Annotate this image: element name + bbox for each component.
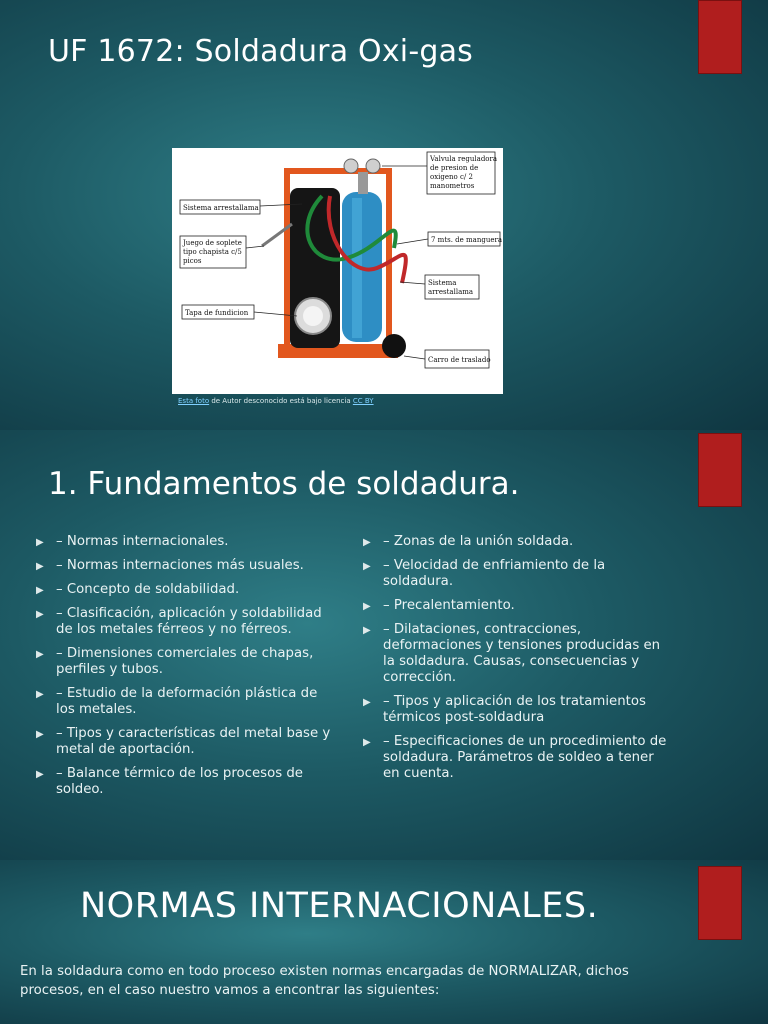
list-item (36, 766, 336, 798)
license-link[interactable]: CC BY (352, 397, 374, 405)
triangle-bullet-icon: ▶ (36, 561, 44, 572)
red-accent-tab (698, 433, 742, 507)
topics-list-left (36, 534, 336, 806)
label-valvula-line2: de presion de (430, 164, 479, 172)
slide-1-title: UF 1672: Soldadura Oxi-gas (48, 34, 473, 69)
list-item-text: – Dilataciones, contracciones, deformaciones y tensiones producidas en la soldadura. Causas, consecuencias y corrección. (383, 622, 661, 685)
triangle-bullet-icon: ▶ (363, 537, 371, 548)
label-juego-line3: picos (183, 257, 202, 265)
list-item (363, 694, 673, 726)
label-valvula-line4: manometros (430, 182, 475, 190)
triangle-bullet-icon: ▶ (363, 697, 371, 708)
list-item (36, 646, 336, 678)
welding-equipment-diagram (172, 148, 503, 394)
slide-2-title: 1. Fundamentos de soldadura. (48, 466, 520, 502)
label-sistema-right-line2: arrestallama (428, 288, 474, 296)
caption-text: de Autor desconocido está bajo licencia (209, 397, 353, 405)
intro-paragraph: En la soldadura como en todo proceso existen normas encargadas de NORMALIZAR, dichos procesos, en el caso nuestro vamos a encontrar las siguientes: (20, 964, 629, 998)
list-item-text: – Normas internacionales. (56, 534, 229, 549)
slide-3 (0, 860, 768, 1024)
triangle-bullet-icon: ▶ (36, 537, 44, 548)
list-item (363, 558, 673, 590)
list-item-text: – Normas internaciones más usuales. (56, 558, 304, 573)
red-accent-tab (698, 0, 742, 74)
triangle-bullet-icon: ▶ (36, 585, 44, 596)
list-item-text: – Dimensiones comerciales de chapas, perfiles y tubos. (56, 646, 314, 677)
list-item-text: – Clasificación, aplicación y soldabilidad de los metales férreos y no férreos. (56, 606, 322, 637)
label-valvula-line1: Valvula reguladora (430, 155, 498, 163)
list-item-text: – Tipos y aplicación de los tratamientos térmicos post-soldadura (383, 694, 646, 725)
triangle-bullet-icon: ▶ (363, 625, 371, 636)
label-juego-line1: Juego de soplete (183, 239, 242, 247)
list-item (36, 582, 336, 598)
label-valvula-line3: oxigeno c/ 2 (430, 173, 473, 181)
triangle-bullet-icon: ▶ (36, 649, 44, 660)
triangle-bullet-icon: ▶ (36, 689, 44, 700)
triangle-bullet-icon: ▶ (36, 729, 44, 740)
list-item (36, 558, 336, 574)
label-manguera: 7 mts. de manguera (431, 236, 502, 244)
triangle-bullet-icon: ▶ (363, 737, 371, 748)
triangle-bullet-icon: ▶ (36, 609, 44, 620)
list-item-text: – Concepto de soldabilidad. (56, 582, 240, 597)
list-item (363, 598, 673, 614)
label-carro: Carro de traslado (428, 356, 491, 364)
list-item (363, 534, 673, 550)
list-item (36, 686, 336, 718)
list-item (36, 606, 336, 638)
slide-1 (0, 0, 768, 430)
triangle-bullet-icon: ▶ (363, 601, 371, 612)
topics-list-right (363, 534, 673, 790)
list-item-text: – Precalentamiento. (383, 598, 515, 613)
label-juego-line2: tipo chapista c/5 (183, 248, 242, 256)
list-item-text: – Especificaciones de un procedimiento de soldadura. Parámetros de soldeo a tener en cuenta. (383, 734, 667, 781)
red-accent-tab (698, 866, 742, 940)
list-item (36, 726, 336, 758)
slide-2 (0, 430, 768, 860)
photo-link[interactable]: Esta foto (178, 397, 210, 405)
list-item-text: – Estudio de la deformación plástica de los metales. (56, 686, 318, 717)
triangle-bullet-icon: ▶ (363, 561, 371, 572)
label-tapa: Tapa de fundicion (185, 309, 249, 317)
list-item-text: – Velocidad de enfriamiento de la soldadura. (383, 558, 606, 589)
list-item (36, 534, 336, 550)
list-item (363, 622, 673, 686)
image-caption (178, 397, 374, 405)
slide-3-title: NORMAS INTERNACIONALES. (80, 886, 599, 926)
list-item (363, 734, 673, 782)
list-item-text: – Balance térmico de los procesos de soldeo. (56, 766, 303, 797)
label-sistema-right-line1: Sistema (428, 279, 457, 287)
list-item-text: – Tipos y características del metal base y metal de aportación. (56, 726, 331, 757)
list-item-text: – Zonas de la unión soldada. (383, 534, 574, 549)
label-sistema-top: Sistema arrestallama (183, 204, 259, 212)
triangle-bullet-icon: ▶ (36, 769, 44, 780)
